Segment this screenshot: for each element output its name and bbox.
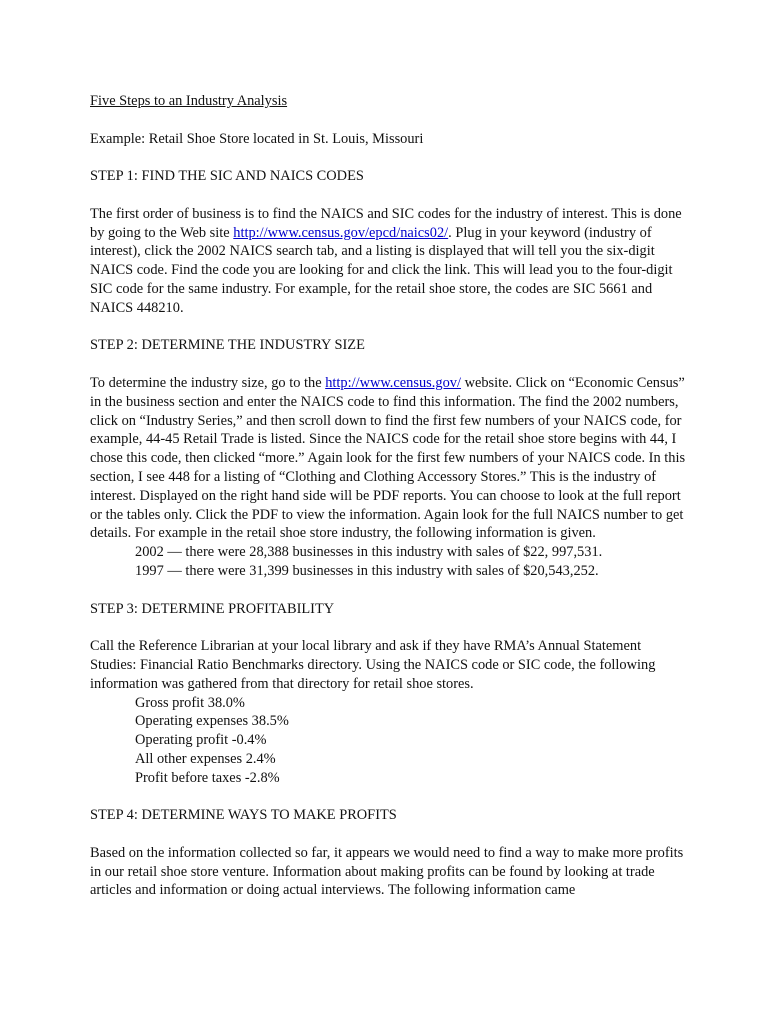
example-line: Example: Retail Shoe Store located in St. Louis, Missouri	[90, 130, 424, 147]
step1-text-a: The first order of business is to find the NAICS and SIC codes for the industry of interest. This is done by going to the Web site	[90, 205, 682, 241]
census-link[interactable]: http://www.census.gov/	[325, 374, 461, 391]
profit-list	[90, 694, 690, 788]
step1-heading: STEP 1: FIND THE SIC AND NAICS CODES	[90, 168, 364, 185]
census-naics-link[interactable]: http://www.census.gov/epcd/naics02/	[233, 224, 449, 241]
document-page	[90, 92, 690, 919]
step3-heading: STEP 3: DETERMINE PROFITABILITY	[90, 600, 335, 617]
step2-text-b: website. Click on “Economic Census” in the business section and enter the NAICS code to find this information. The find the 2002 numbers, click on “Industry Series,” and then scroll down to find the first few numbers of your NAICS code, for example, 44-45 Retail Trade is listed. Since the NAICS code for the retail shoe store begins with 44, I chose this code, then clicked “more.” Again look for the first few numbers of your NAICS code. In this section, I see 448 for a listing of “Clothing and Clothing Accessory Stores.” This is the industry of interest. Displayed on the right hand side will be PDF reports. You can choose to look at the full report or the tables only. Click the PDF to view the information. Again look for the full NAICS number to get details. For example in the retail shoe store industry, the following information is given.	[90, 374, 686, 542]
list-item-gross-profit: Gross profit 38.0%	[135, 694, 245, 711]
list-item-operating-expenses: Operating expenses 38.5%	[135, 713, 289, 730]
document-title: Five Steps to an Industry Analysis	[90, 93, 288, 109]
step2-paragraph	[90, 374, 690, 543]
fact-1997: 1997 — there were 31,399 businesses in this industry with sales of $20,543,252.	[135, 562, 599, 579]
fact-2002: 2002 — there were 28,388 businesses in this industry with sales of $22, 997,531.	[135, 544, 603, 561]
step2-facts	[90, 543, 690, 581]
step4-paragraph: Based on the information collected so far, it appears we would need to find a way to make more profits in our retail shoe store venture. Information about making profits can be found by looking at trade articles and information or doing actual interviews. The following information came	[90, 844, 684, 899]
step1-text-b: . Plug in your keyword (industry of interest), click the 2002 NAICS search tab, and a listing is displayed that will tell you the six-digit NAICS code. Find the code you are looking for and click the link. This will lead you to the four-digit SIC code for the same industry. For example, for the retail shoe store, the codes are SIC 5661 and NAICS 448210.	[90, 224, 673, 316]
list-item-other-expenses: All other expenses 2.4%	[135, 750, 276, 767]
list-item-operating-profit: Operating profit -0.4%	[135, 732, 267, 749]
step2-text-a: To determine the industry size, go to the	[90, 374, 326, 391]
step1-paragraph	[90, 205, 690, 318]
step3-paragraph: Call the Reference Librarian at your local library and ask if they have RMA’s Annual Statement Studies: Financial Ratio Benchmarks directory. Using the NAICS code or SIC code, the following information was gathered from that directory for retail shoe stores.	[90, 638, 656, 692]
step4-heading: STEP 4: DETERMINE WAYS TO MAKE PROFITS	[90, 807, 397, 824]
step2-heading: STEP 2: DETERMINE THE INDUSTRY SIZE	[90, 337, 365, 354]
list-item-profit-before-taxes: Profit before taxes -2.8%	[135, 769, 280, 786]
